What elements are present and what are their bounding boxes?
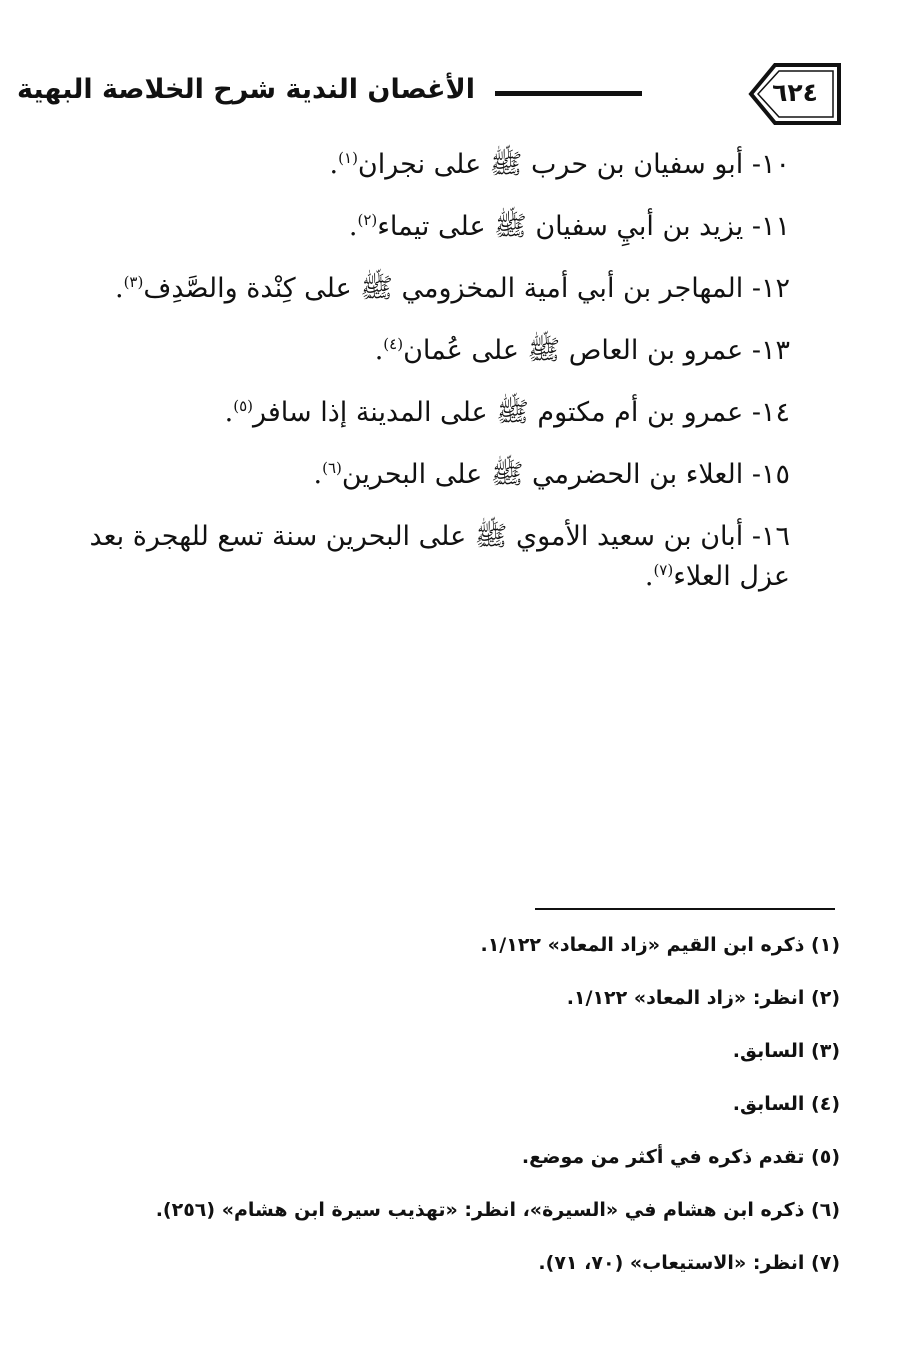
footnote-ref: (٤) [383, 335, 404, 353]
footnote: (٧) انظر: «الاستيعاب» (٧٠، ٧١). [538, 1252, 840, 1274]
list-item: ١٢- المهاجر بن أبي أمية المخزومي ﷺ على كِنْدة والصَّدِف$^{(٣)}$. [114, 273, 790, 304]
footnote: (٣) السابق. [732, 1040, 840, 1062]
footnote: (٦) ذكره ابن هشام في «السيرة»، انظر: «تهذيب سيرة ابن هشام» (٢٥٦). [155, 1199, 840, 1221]
header-rule [495, 91, 642, 96]
footnote: (٥) تقدم ذكره في أكثر من موضع. [521, 1146, 840, 1168]
footnote-ref: (١) [338, 149, 358, 167]
footnote: (٢) انظر: «زاد المعاد» ١/١٢٢. [566, 987, 840, 1009]
list-item: ١٤- عمرو بن أم مكتوم ﷺ على المدينة إذا سافر$^{(٥)}$. [224, 397, 790, 428]
footnote-separator [535, 908, 835, 910]
footnote: (١) ذكره ابن القيم «زاد المعاد» ١/١٢٢. [480, 934, 840, 956]
footnote-ref: (٦) [322, 459, 342, 477]
list-item: ١٦- أبان بن سعيد الأموي ﷺ على البحرين سنة تسع للهجرة بعد عزل العلاء$^{(٧)}$. [89, 521, 790, 592]
running-title: الأغصان الندية شرح الخلاصة البهية [17, 74, 475, 105]
footnote-ref: (٣) [123, 273, 144, 291]
footnotes [100, 930, 840, 1301]
page-header [17, 55, 845, 135]
page-number-frame [745, 59, 845, 129]
footnote-ref: (٥) [233, 397, 253, 415]
main-text [80, 145, 790, 619]
page-number: ٦٢٤ [772, 78, 818, 107]
footnote-ref: (٧) [653, 561, 674, 579]
footnote: (٤) السابق. [732, 1093, 840, 1115]
list-item: ١٣- عمرو بن العاص ﷺ على عُمان$^{(٤)}$. [374, 335, 790, 366]
list-item: ١١- يزيد بن أبيِ سفيان ﷺ على تيماء$^{(٢)}$. [348, 211, 790, 242]
list-item: ١٥- العلاء بن الحضرمي ﷺ على البحرين$^{(٦)}$. [313, 459, 790, 490]
footnote-ref: (٢) [357, 211, 378, 229]
list-item: ١٠- أبو سفيان بن حرب ﷺ على نجران$^{(١)}$. [329, 149, 790, 180]
